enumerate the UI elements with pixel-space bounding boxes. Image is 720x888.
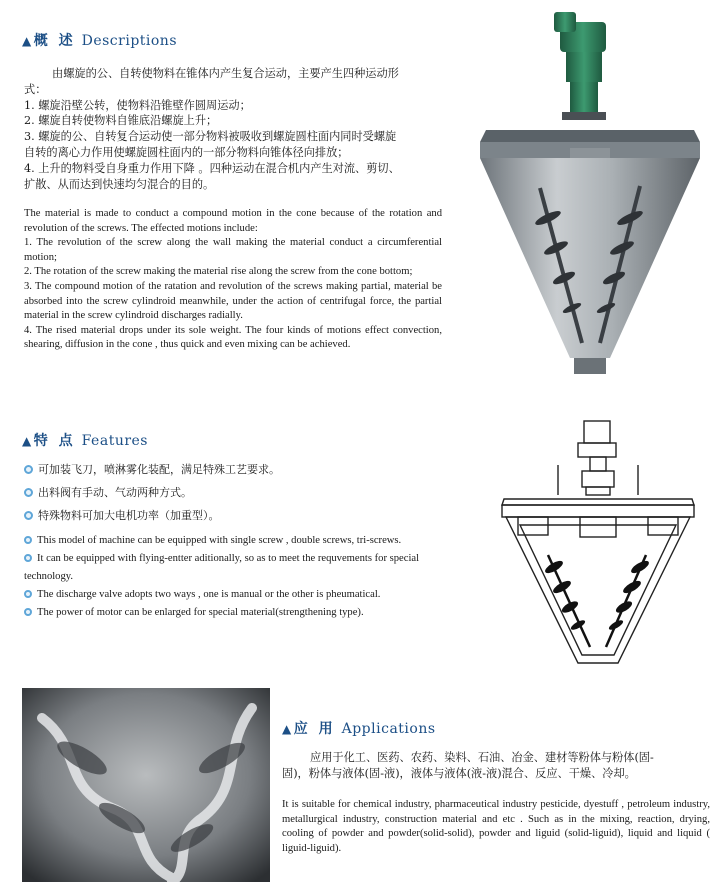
cn-line: 2. 螺旋自转使物料自锥底沿螺旋上升； bbox=[24, 114, 218, 128]
machine-photo bbox=[470, 8, 710, 408]
circle-bullet-icon bbox=[24, 536, 32, 544]
circle-bullet-icon bbox=[24, 511, 33, 520]
en-paragraph: It is suitable for chemical industry, pharmaceutical industry pesticide, dyestuff , petroleum industry, metallurgical industry, construction material and etc . Such as in the mixing, reaction, drying, cooling of powder and powder(solid-solid), powder and liguid (solid-liguid), liquid and liquid ( liguid-liguid). bbox=[282, 799, 710, 854]
descriptions-cn-text bbox=[24, 66, 454, 192]
cn-line: 3. 螺旋的公、自转复合运动使一部分物料被吸收到螺旋圆柱面内同时受螺旋 bbox=[24, 130, 397, 144]
en-paragraph: 1. The revolution of the screw along the wall making the material conduct a circumferential motion; bbox=[24, 237, 442, 263]
circle-bullet-icon bbox=[24, 488, 33, 497]
list-item: 特殊物料可加大电机功率（加重型）。 bbox=[24, 506, 464, 526]
en-paragraph: 4. The rised material drops under its sole weight. The four kinds of motions effect convection, shearing, diffusion in the cone , thus quick and even mixing can be achieved. bbox=[24, 324, 442, 351]
cn-line: 应用于化工、医药、农药、染料、石油、冶金、建材等粉体与粉体(固- bbox=[310, 751, 654, 764]
en-paragraph: 2. The rotation of the screw making the material rise along the screw from the cone bottom; bbox=[24, 266, 413, 278]
cn-line: 扩散、从而达到快速均匀混合的目的。 bbox=[24, 177, 215, 191]
en-paragraph: The material is made to conduct a compound motion in the cone because of the rotation and revolution of the screws. The effected motions include: bbox=[24, 208, 442, 234]
applications-en-text bbox=[282, 798, 710, 856]
cn-line: 4. 上升的物料受自身重力作用下降 。四种运动在混合机内产生对流、剪切、 bbox=[24, 161, 400, 175]
circle-bullet-icon bbox=[24, 554, 32, 562]
list-item: This model of machine can be equipped with single screw , double screws, tri-screws. bbox=[24, 532, 464, 550]
applications-heading: ▲ 应 用 Applications bbox=[282, 721, 436, 737]
interior-photo bbox=[22, 688, 270, 882]
triangle-marker-icon: ▲ bbox=[22, 34, 32, 48]
cn-line: 固)，粉体与液体(固-液)，液体与液体(液-液)混合、反应、干燥、冷却。 bbox=[282, 766, 636, 780]
circle-bullet-icon bbox=[24, 608, 32, 616]
features-en-list bbox=[24, 532, 464, 622]
list-item: It can be equipped with flying-entter aditionally, so as to meet the requvements for special technology. bbox=[24, 553, 420, 582]
cn-line: 式： bbox=[24, 82, 47, 96]
list-item: The power of motor can be enlarged for special material(strengthening type). bbox=[24, 604, 464, 622]
triangle-marker-icon: ▲ bbox=[22, 434, 32, 448]
cn-line: 自转的离心力作用使螺旋圆柱面内的一部分物料向锥体径向排放； bbox=[24, 145, 349, 159]
applications-cn-text bbox=[282, 750, 712, 782]
machine-diagram bbox=[498, 415, 698, 675]
triangle-marker-icon: ▲ bbox=[282, 722, 292, 736]
list-item: 可加装飞刀，喷淋雾化装配，满足特殊工艺要求。 bbox=[24, 460, 464, 480]
list-item: The discharge valve adopts two ways , one is manual or the other is pheumatical. bbox=[24, 586, 464, 604]
features-cn-list bbox=[24, 460, 464, 526]
descriptions-heading: ▲ 概 述 Descriptions bbox=[22, 33, 178, 49]
list-item: 出料阀有手动、气动两种方式。 bbox=[24, 483, 464, 503]
descriptions-en-text bbox=[24, 207, 442, 353]
cn-line: 1. 螺旋沿壁公转，使物料沿锥壁作圆周运动； bbox=[24, 98, 251, 112]
circle-bullet-icon bbox=[24, 590, 32, 598]
circle-bullet-icon bbox=[24, 465, 33, 474]
en-paragraph: 3. The compound motion of the ratation and revolution of the screws making partial, material be absorbed into the screw cylindroid meanwhile, under the action of centrifugal force, the partial material in the screw cylindroid discharges radially. bbox=[24, 280, 442, 322]
cn-line: 由螺旋的公、自转使物料在锥体内产生复合运动，主要产生四种运动形 bbox=[52, 67, 399, 80]
features-heading: ▲ 特 点 Features bbox=[22, 433, 148, 449]
